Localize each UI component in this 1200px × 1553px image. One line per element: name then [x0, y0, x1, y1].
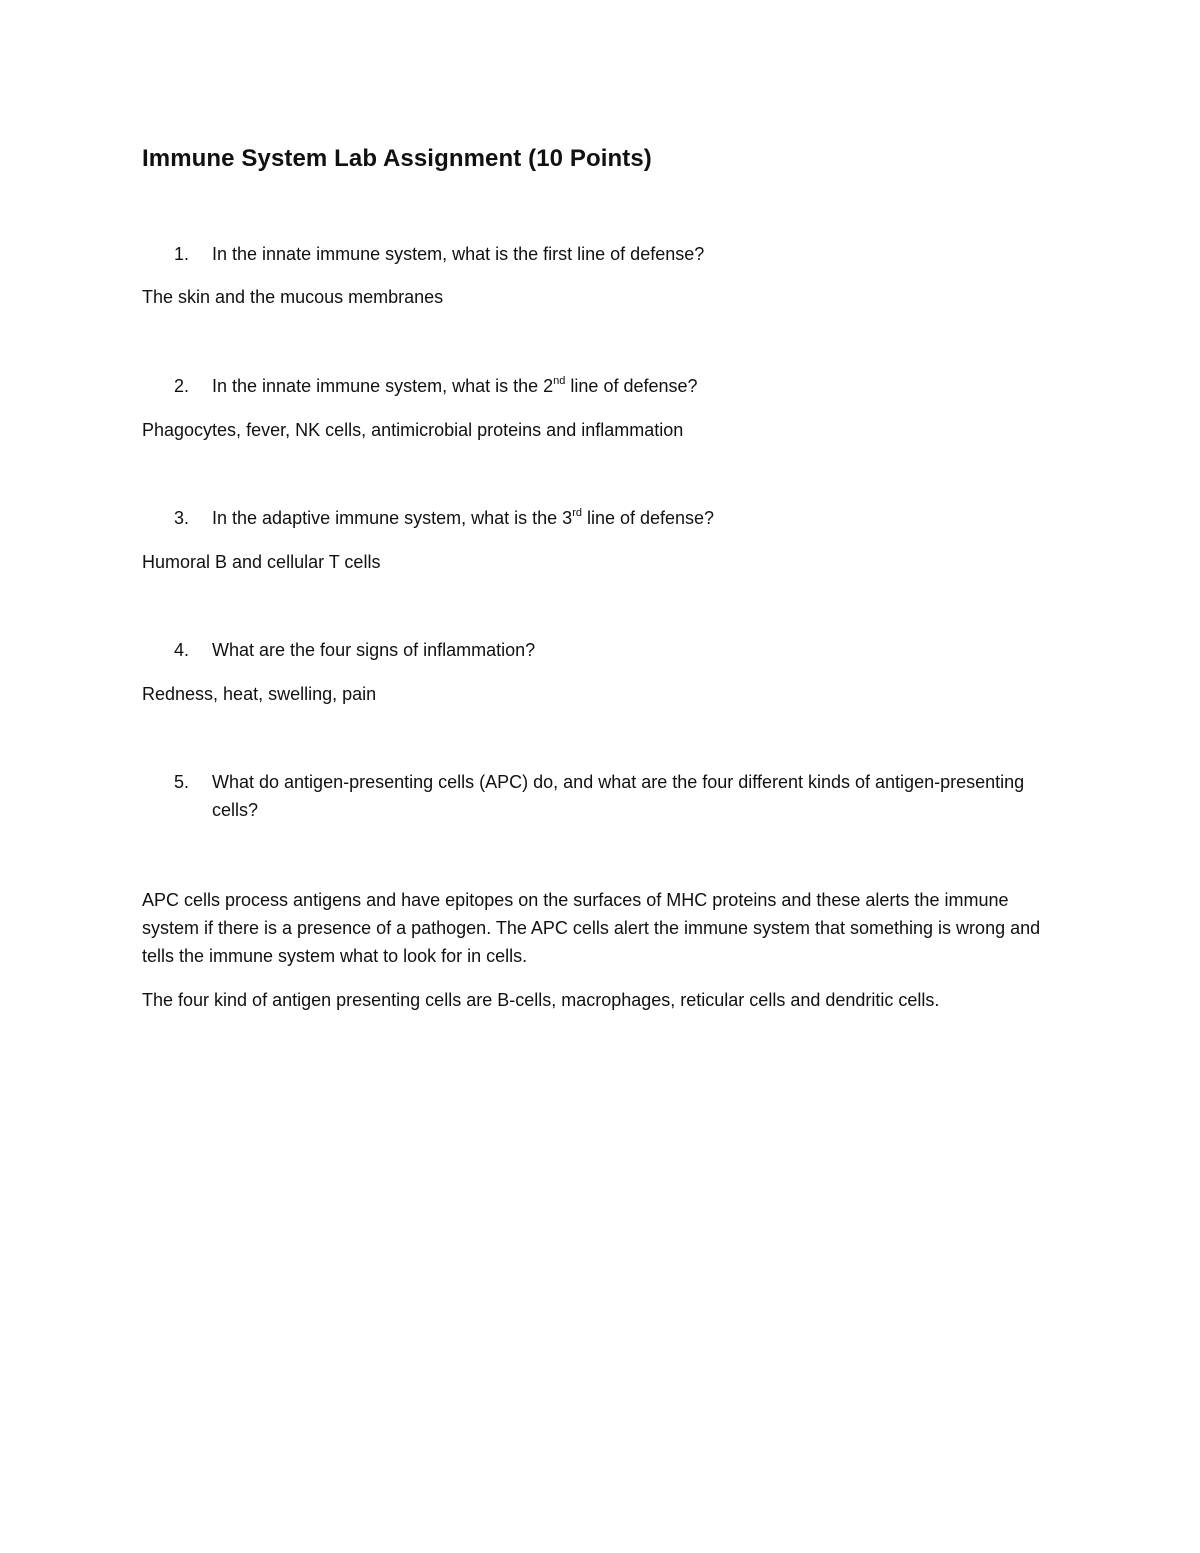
answer-5-paragraph-1: APC cells process antigens and have epitopes on the surfaces of MHC proteins and these alerts the immune system if there is a presence of a pathogen. The APC cells alert the immune system that something is wrong and tells the immune system what to look for in cells. — [142, 890, 1041, 966]
question-4 — [174, 636, 1034, 664]
question-text-start: In the innate immune system, what is the 2 — [212, 376, 554, 396]
question-text-end: line of defense? — [565, 376, 698, 396]
ordinal-suffix: nd — [553, 375, 566, 387]
question-text-end: line of defense? — [581, 508, 715, 528]
question-3 — [174, 504, 1034, 532]
question-5 — [174, 768, 1034, 824]
answer-3: Humoral B and cellular T cells — [142, 552, 381, 572]
document-title: Immune System Lab Assignment (10 Points) — [142, 145, 652, 172]
question-number: 5. — [174, 772, 190, 792]
question-1 — [174, 240, 1034, 268]
question-text — [212, 372, 1034, 400]
answer-4: Redness, heat, swelling, pain — [142, 684, 377, 704]
question-number: 4. — [174, 640, 190, 660]
answer-2: Phagocytes, fever, NK cells, antimicrobial proteins and inflammation — [142, 420, 684, 440]
question-number: 3. — [174, 508, 190, 528]
question-text-start: In the adaptive immune system, what is the 3 — [212, 508, 573, 528]
question-2 — [174, 372, 1034, 400]
question-number: 1. — [174, 244, 190, 264]
question-text — [212, 504, 1034, 532]
question-text: In the innate immune system, what is the first line of defense? — [212, 244, 705, 264]
ordinal-suffix: rd — [572, 507, 582, 519]
question-text: What do antigen-presenting cells (APC) do, and what are the four different kinds of antigen-presenting cells? — [212, 772, 1025, 820]
answer-5-paragraph-2: The four kind of antigen presenting cells are B-cells, macrophages, reticular cells and dendritic cells. — [142, 990, 940, 1010]
question-text: What are the four signs of inflammation? — [212, 640, 536, 660]
question-number: 2. — [174, 376, 190, 396]
answer-1: The skin and the mucous membranes — [142, 287, 444, 307]
